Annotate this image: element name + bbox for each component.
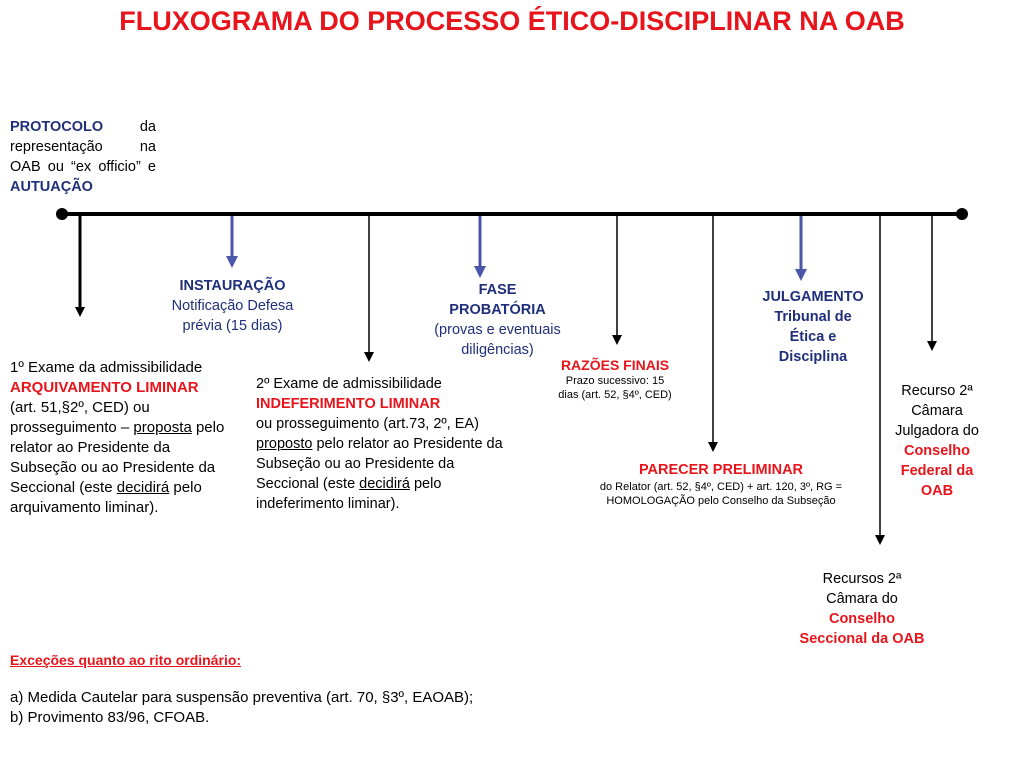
exame1-proposta: proposta <box>133 419 192 436</box>
recurso-seccional-red2: Seccional da OAB <box>799 631 925 647</box>
timeline-end-dot <box>956 208 968 220</box>
parecer-heading: PARECER PRELIMINAR <box>638 462 804 478</box>
exame1-text-b: pelo relator ao Presidente da Subseção ou ao Presidente da Seccional (este <box>10 419 225 496</box>
recurso-federal-red2: Federal da <box>900 463 974 479</box>
fase-block <box>410 280 585 360</box>
protocolo-word: PROTOCOLO <box>10 119 104 135</box>
instauracao-block <box>150 276 315 336</box>
exame1-arquivamento: ARQUIVAMENTO LIMINAR <box>10 379 199 396</box>
razoes-block <box>540 356 690 402</box>
protocolo-block <box>10 117 156 197</box>
julgamento-line2: Ética e <box>789 329 837 345</box>
recurso-federal-red1: Conselho <box>903 443 971 459</box>
julgamento-block <box>738 287 888 367</box>
instauracao-line1: Notificação Defesa <box>171 298 294 314</box>
exame2-proposto: proposto <box>256 436 313 452</box>
razoes-line1: Prazo sucessivo: 15 <box>565 375 665 387</box>
recurso-seccional-line1: Recursos 2ª <box>822 571 902 587</box>
exame1-block <box>10 358 225 518</box>
recurso-federal-line1: Recurso 2ª <box>901 383 973 399</box>
recurso-seccional-block <box>772 569 952 649</box>
razoes-line2: dias (art. 52, §4º, CED) <box>558 389 672 401</box>
exame1-line1: 1º Exame da admissibilidade <box>10 359 203 376</box>
fase-line1: (provas e eventuais <box>434 322 561 338</box>
fase-line2: diligências) <box>461 342 534 358</box>
exame1-text-c: pelo arquivamento liminar). <box>10 479 202 516</box>
julgamento-heading: JULGAMENTO <box>762 289 864 305</box>
julgamento-line3: Disciplina <box>778 349 848 365</box>
exame2-line1: 2º Exame de admissibilidade <box>256 376 442 392</box>
parecer-block <box>560 461 882 508</box>
instauracao-line2: prévia (15 dias) <box>182 318 283 334</box>
recurso-federal-line3: Julgadora do <box>895 423 979 439</box>
exame2-block <box>256 374 506 514</box>
exame2-text-c: pelo indeferimento liminar). <box>256 476 442 512</box>
exame2-decidira: decidirá <box>359 476 410 492</box>
protocolo-text: da representação na OAB ou “ex officio” e <box>10 119 156 175</box>
exame1-text-a: (art. 51,§2º, CED) ou prosseguimento – <box>10 399 150 436</box>
instauracao-heading: INSTAURAÇÃO <box>179 278 286 294</box>
excecoes-item-a: a) Medida Cautelar para suspensão preventiva (art. 70, §3º, EAOAB); <box>10 689 474 706</box>
page-title: FLUXOGRAMA DO PROCESSO ÉTICO-DISCIPLINAR NA OAB <box>119 6 905 36</box>
julgamento-line1: Tribunal de <box>774 309 852 325</box>
fase-heading2: PROBATÓRIA <box>449 302 546 318</box>
recurso-seccional-red1: Conselho <box>828 611 896 627</box>
parecer-line2: HOMOLOGAÇÃO pelo Conselho da Subseção <box>606 495 836 507</box>
recurso-federal-block <box>880 381 994 501</box>
fase-heading1: FASE <box>478 282 517 298</box>
razoes-heading: RAZÕES FINAIS <box>560 357 670 373</box>
exame2-indeferimento: INDEFERIMENTO LIMINAR <box>256 396 441 412</box>
recurso-seccional-line2: Câmara do <box>826 591 898 607</box>
exame1-decidira: decidirá <box>116 479 170 496</box>
recurso-federal-red3: OAB <box>920 483 954 499</box>
parecer-line1: do Relator (art. 52, §4º, CED) + art. 120, 3º, RG = <box>599 481 843 493</box>
recurso-federal-line2: Câmara <box>911 403 963 419</box>
excecoes-heading: Exceções quanto ao rito ordinário: <box>10 652 242 668</box>
excecoes-block <box>10 650 570 728</box>
autuacao-word: AUTUAÇÃO <box>10 179 93 195</box>
exame2-text-a: ou prosseguimento (art.73, 2º, EA) <box>256 416 479 432</box>
exame2-text-b: pelo relator ao Presidente da Subseção ou ao Presidente da Seccional (este <box>256 436 503 492</box>
excecoes-item-b: b) Provimento 83/96, CFOAB. <box>10 709 210 726</box>
timeline-start-dot <box>56 208 68 220</box>
